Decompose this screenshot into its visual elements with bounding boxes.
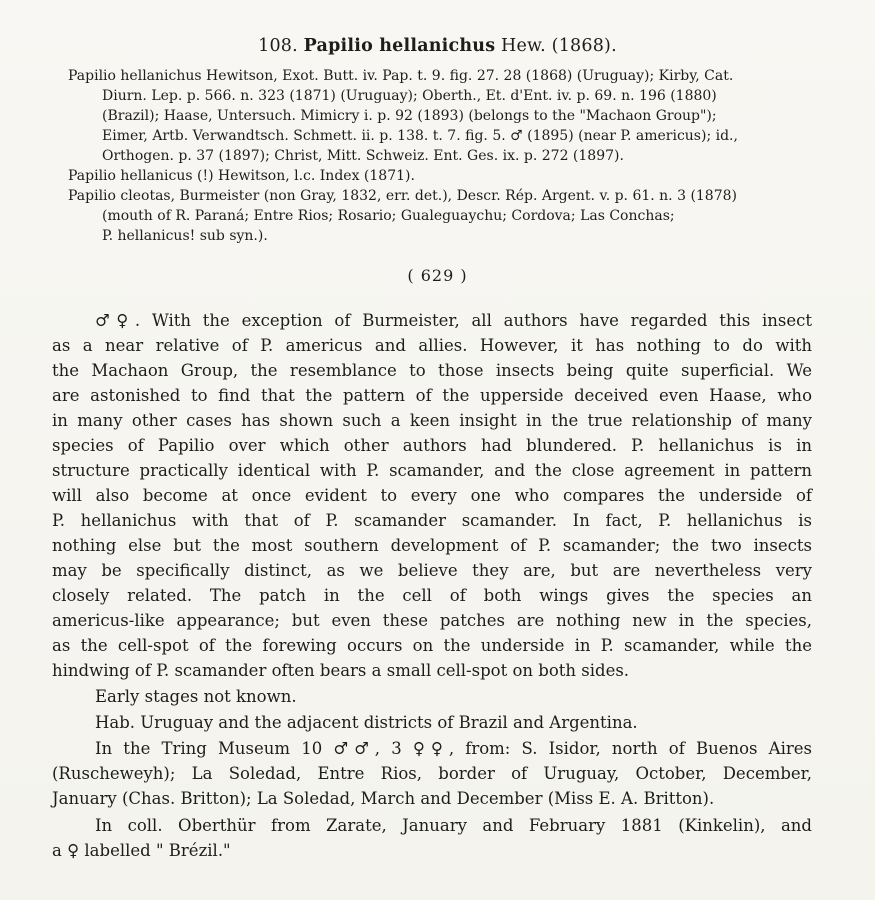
page-number: ( 629 ) [407, 266, 468, 285]
body-line: are astonished to find that the pattern of the upperside deceived even Haase, who [52, 386, 812, 405]
tring-line: In the Tring Museum 10 ♂♂, 3 ♀♀, from: S. Isidor, north of Buenos Aires [95, 739, 812, 758]
body-line: closely related. The patch in the cell of both wings gives the species an [52, 586, 812, 605]
collection-line: a ♀ labelled " Brézil." [52, 841, 231, 860]
synonymy-line: (Brazil); Haase, Untersuch. Mimicry i. p. 92 (1893) (belongs to the "Machaon Group"); [102, 108, 717, 124]
species-author: Hew. (1868). [501, 36, 617, 56]
synonymy-line: Papilio hellanichus Hewitson, Exot. Butt. iv. Pap. t. 9. fig. 27. 28 (1868) (Uruguay); Kirby, Cat. [68, 68, 734, 84]
body-line: nothing else but the most southern development of P. scamander; the two insects [52, 536, 812, 555]
habitat-line: Hab. Uruguay and the adjacent districts of Brazil and Argentina. [95, 713, 638, 732]
species-name: Papilio hellanichus [303, 36, 496, 56]
species-number: 108. [258, 36, 298, 56]
body-line: hindwing of P. scamander often bears a small cell-spot on both sides. [52, 661, 630, 680]
synonymy-line: Papilio cleotas, Burmeister (non Gray, 1832, err. det.), Descr. Rép. Argent. v. p. 61. n. 3 (1878) [68, 188, 737, 204]
tring-line: January (Chas. Britton); La Soledad, March and December (Miss E. A. Britton). [52, 789, 715, 808]
body-line: the Machaon Group, the resemblance to those insects being quite superficial. We [52, 361, 812, 380]
body-line: as a near relative of P. americus and allies. However, it has nothing to do with [52, 336, 812, 355]
synonymy-line: Orthogen. p. 37 (1897); Christ, Mitt. Schweiz. Ent. Ges. ix. p. 272 (1897). [102, 148, 624, 164]
species-heading [0, 36, 875, 56]
synonymy-line: P. hellanicus! sub syn.). [102, 228, 268, 244]
body-line: ♂♀. With the exception of Burmeister, all authors have regarded this insect [95, 311, 812, 330]
body-line: may be specifically distinct, as we believe they are, but are nevertheless very [52, 561, 812, 580]
body-line: P. hellanichus with that of P. scamander scamander. In fact, P. hellanichus is [52, 511, 812, 530]
body-line: americus-like appearance; but even these patches are nothing new in the species, [52, 611, 812, 630]
early-stages-line: Early stages not known. [95, 687, 297, 706]
synonymy-line: Diurn. Lep. p. 566. n. 323 (1871) (Uruguay); Oberth., Et. d'Ent. iv. p. 69. n. 196 (1880) [102, 88, 717, 104]
synonymy-line: Papilio hellanicus (!) Hewitson, l.c. Index (1871). [68, 168, 415, 184]
synonymy-line: Eimer, Artb. Verwandtsch. Schmett. ii. p. 138. t. 7. fig. 5. ♂ (1895) (near P. americus); id., [102, 128, 738, 144]
tring-line: (Ruscheweyh); La Soledad, Entre Rios, border of Uruguay, October, December, [52, 764, 812, 783]
synonymy-line: (mouth of R. Paraná; Entre Rios; Rosario; Gualeguaychu; Cordova; Las Conchas; [102, 208, 675, 224]
body-line: in many other cases has shown such a keen insight in the true relationship of many [52, 411, 812, 430]
collection-line: In coll. Oberthür from Zarate, January and February 1881 (Kinkelin), and [95, 816, 812, 835]
body-line: will also become at once evident to every one who compares the underside of [52, 486, 812, 505]
body-line: species of Papilio over which other authors had blundered. P. hellanichus is in [52, 436, 812, 455]
body-line: as the cell-spot of the forewing occurs on the underside in P. scamander, while the [52, 636, 812, 655]
body-line: structure practically identical with P. scamander, and the close agreement in pattern [52, 461, 812, 480]
